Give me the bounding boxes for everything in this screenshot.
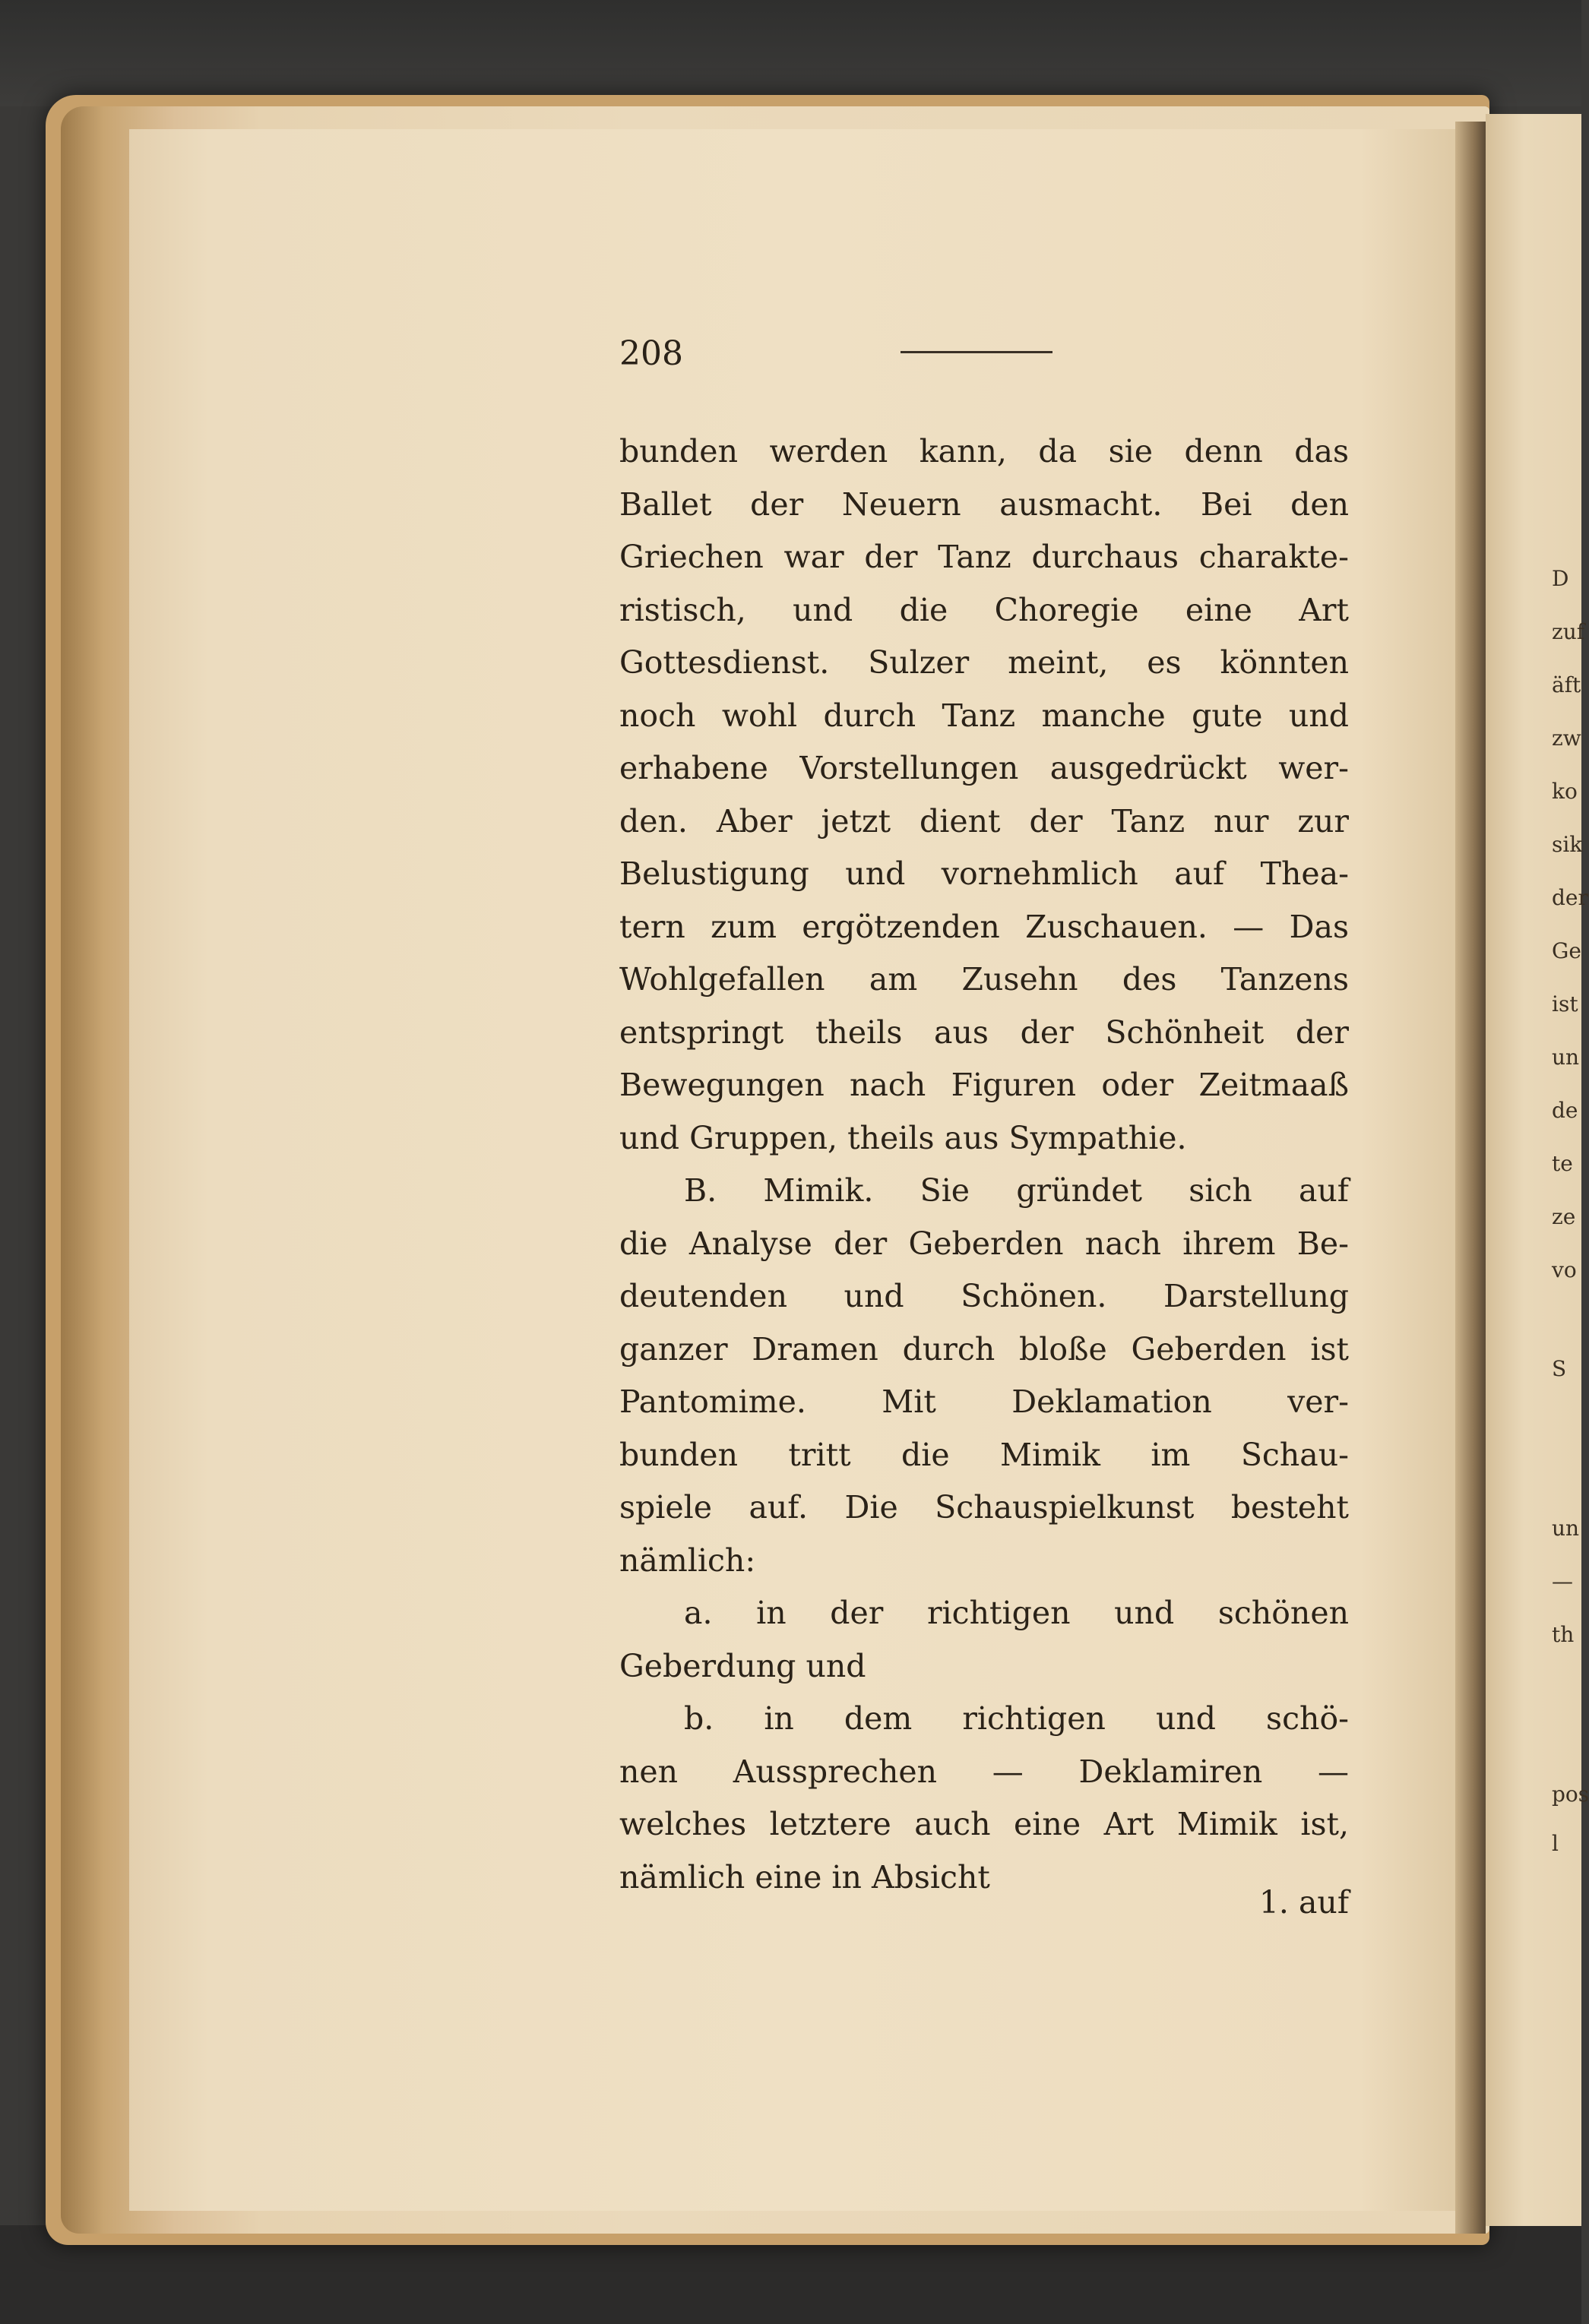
text-line: B. Mimik. Sie gründet sich auf [684, 1172, 1349, 1209]
adjacent-page-fragment: un [1552, 1516, 1580, 1541]
text-line: tern zum ergötzenden Zuschauen. — Das [619, 908, 1349, 945]
text-line: die Analyse der Geberden nach ihrem Be- [619, 1225, 1349, 1262]
text-line: Bewegungen nach Figuren oder Zeitmaaß [619, 1067, 1349, 1103]
text-line: ristisch, und die Choregie eine Art [619, 591, 1349, 628]
text-line: den. Aber jetzt dient der Tanz nur zur [619, 802, 1349, 839]
adjacent-page-fragment: un [1552, 1045, 1580, 1070]
text-line: entspringt theils aus der Schönheit der [619, 1013, 1349, 1051]
text-line: und Gruppen, theils aus Sympathie. [619, 1119, 1187, 1156]
page-number: 208 [619, 334, 683, 373]
adjacent-page-fragment: Ge [1552, 938, 1581, 963]
text-line: noch wohl durch Tanz manche gute und [619, 697, 1349, 734]
body-text [619, 425, 1349, 1904]
text-line: nämlich eine in Absicht [619, 1858, 990, 1896]
adjacent-page-fragment: pos [1552, 1782, 1589, 1807]
adjacent-page-fragment: th [1552, 1622, 1575, 1647]
adjacent-page-fragment: D [1552, 566, 1569, 591]
text-line: erhabene Vorstellungen ausgedrückt wer- [619, 750, 1349, 786]
text-line: nämlich: [619, 1541, 756, 1579]
adjacent-page-fragment: zuf [1552, 619, 1585, 644]
adjacent-page-fragment: sik [1552, 832, 1583, 857]
text-line: nen Aussprechen — Deklamiren — [619, 1753, 1349, 1790]
text-line: spiele auf. Die Schauspielkunst besteht [619, 1489, 1349, 1526]
adjacent-page-fragment: vo [1552, 1257, 1577, 1282]
text-line: ganzer Dramen durch bloße Geberden ist [619, 1330, 1349, 1368]
adjacent-page-fragment: te [1552, 1151, 1573, 1176]
adjacent-page-fragment: zw [1552, 726, 1581, 751]
text-line: Pantomime. Mit Deklamation ver- [619, 1383, 1349, 1420]
text-line: deutenden und Schönen. Darstellung [619, 1278, 1349, 1314]
text-line: b. in dem richtigen und schö- [684, 1700, 1349, 1737]
text-line: bunden werden kann, da sie denn das [619, 433, 1349, 470]
text-line: welches letztere auch eine Art Mimik ist, [619, 1806, 1349, 1842]
text-line: Gottesdienst. Sulzer meint, es könnten [619, 644, 1349, 681]
adjacent-page-fragment: ze [1552, 1204, 1576, 1229]
text-line: Belustigung und vornehmlich auf Thea- [619, 855, 1349, 892]
adjacent-page-fragment: S [1552, 1356, 1567, 1381]
text-line: a. in der richtigen und schönen [684, 1595, 1349, 1631]
adjacent-page-fragment: äft [1552, 672, 1581, 697]
text-line: Geberdung und [619, 1647, 866, 1684]
page-gutter [1455, 122, 1486, 2234]
page-header [619, 334, 1349, 380]
adjacent-page-fragment: de [1552, 1098, 1578, 1123]
text-line: Griechen war der Tanz durchaus charakte- [619, 539, 1349, 575]
text-line: Wohlgefallen am Zusehn des Tanzens [619, 961, 1349, 998]
background-top [0, 0, 1581, 106]
text-line: bunden tritt die Mimik im Schau- [619, 1436, 1349, 1473]
adjacent-page-fragment: ko [1552, 779, 1578, 804]
adjacent-page-fragment: ist [1552, 991, 1578, 1017]
header-rule [901, 351, 1052, 353]
adjacent-page-fragment: l [1552, 1831, 1559, 1856]
catchword: 1. auf [1258, 1884, 1349, 1921]
adjacent-page-fragment: — [1552, 1569, 1573, 1594]
text-line: Ballet der Neuern ausmacht. Bei den [619, 485, 1349, 523]
adjacent-page-fragment: der [1552, 885, 1588, 910]
